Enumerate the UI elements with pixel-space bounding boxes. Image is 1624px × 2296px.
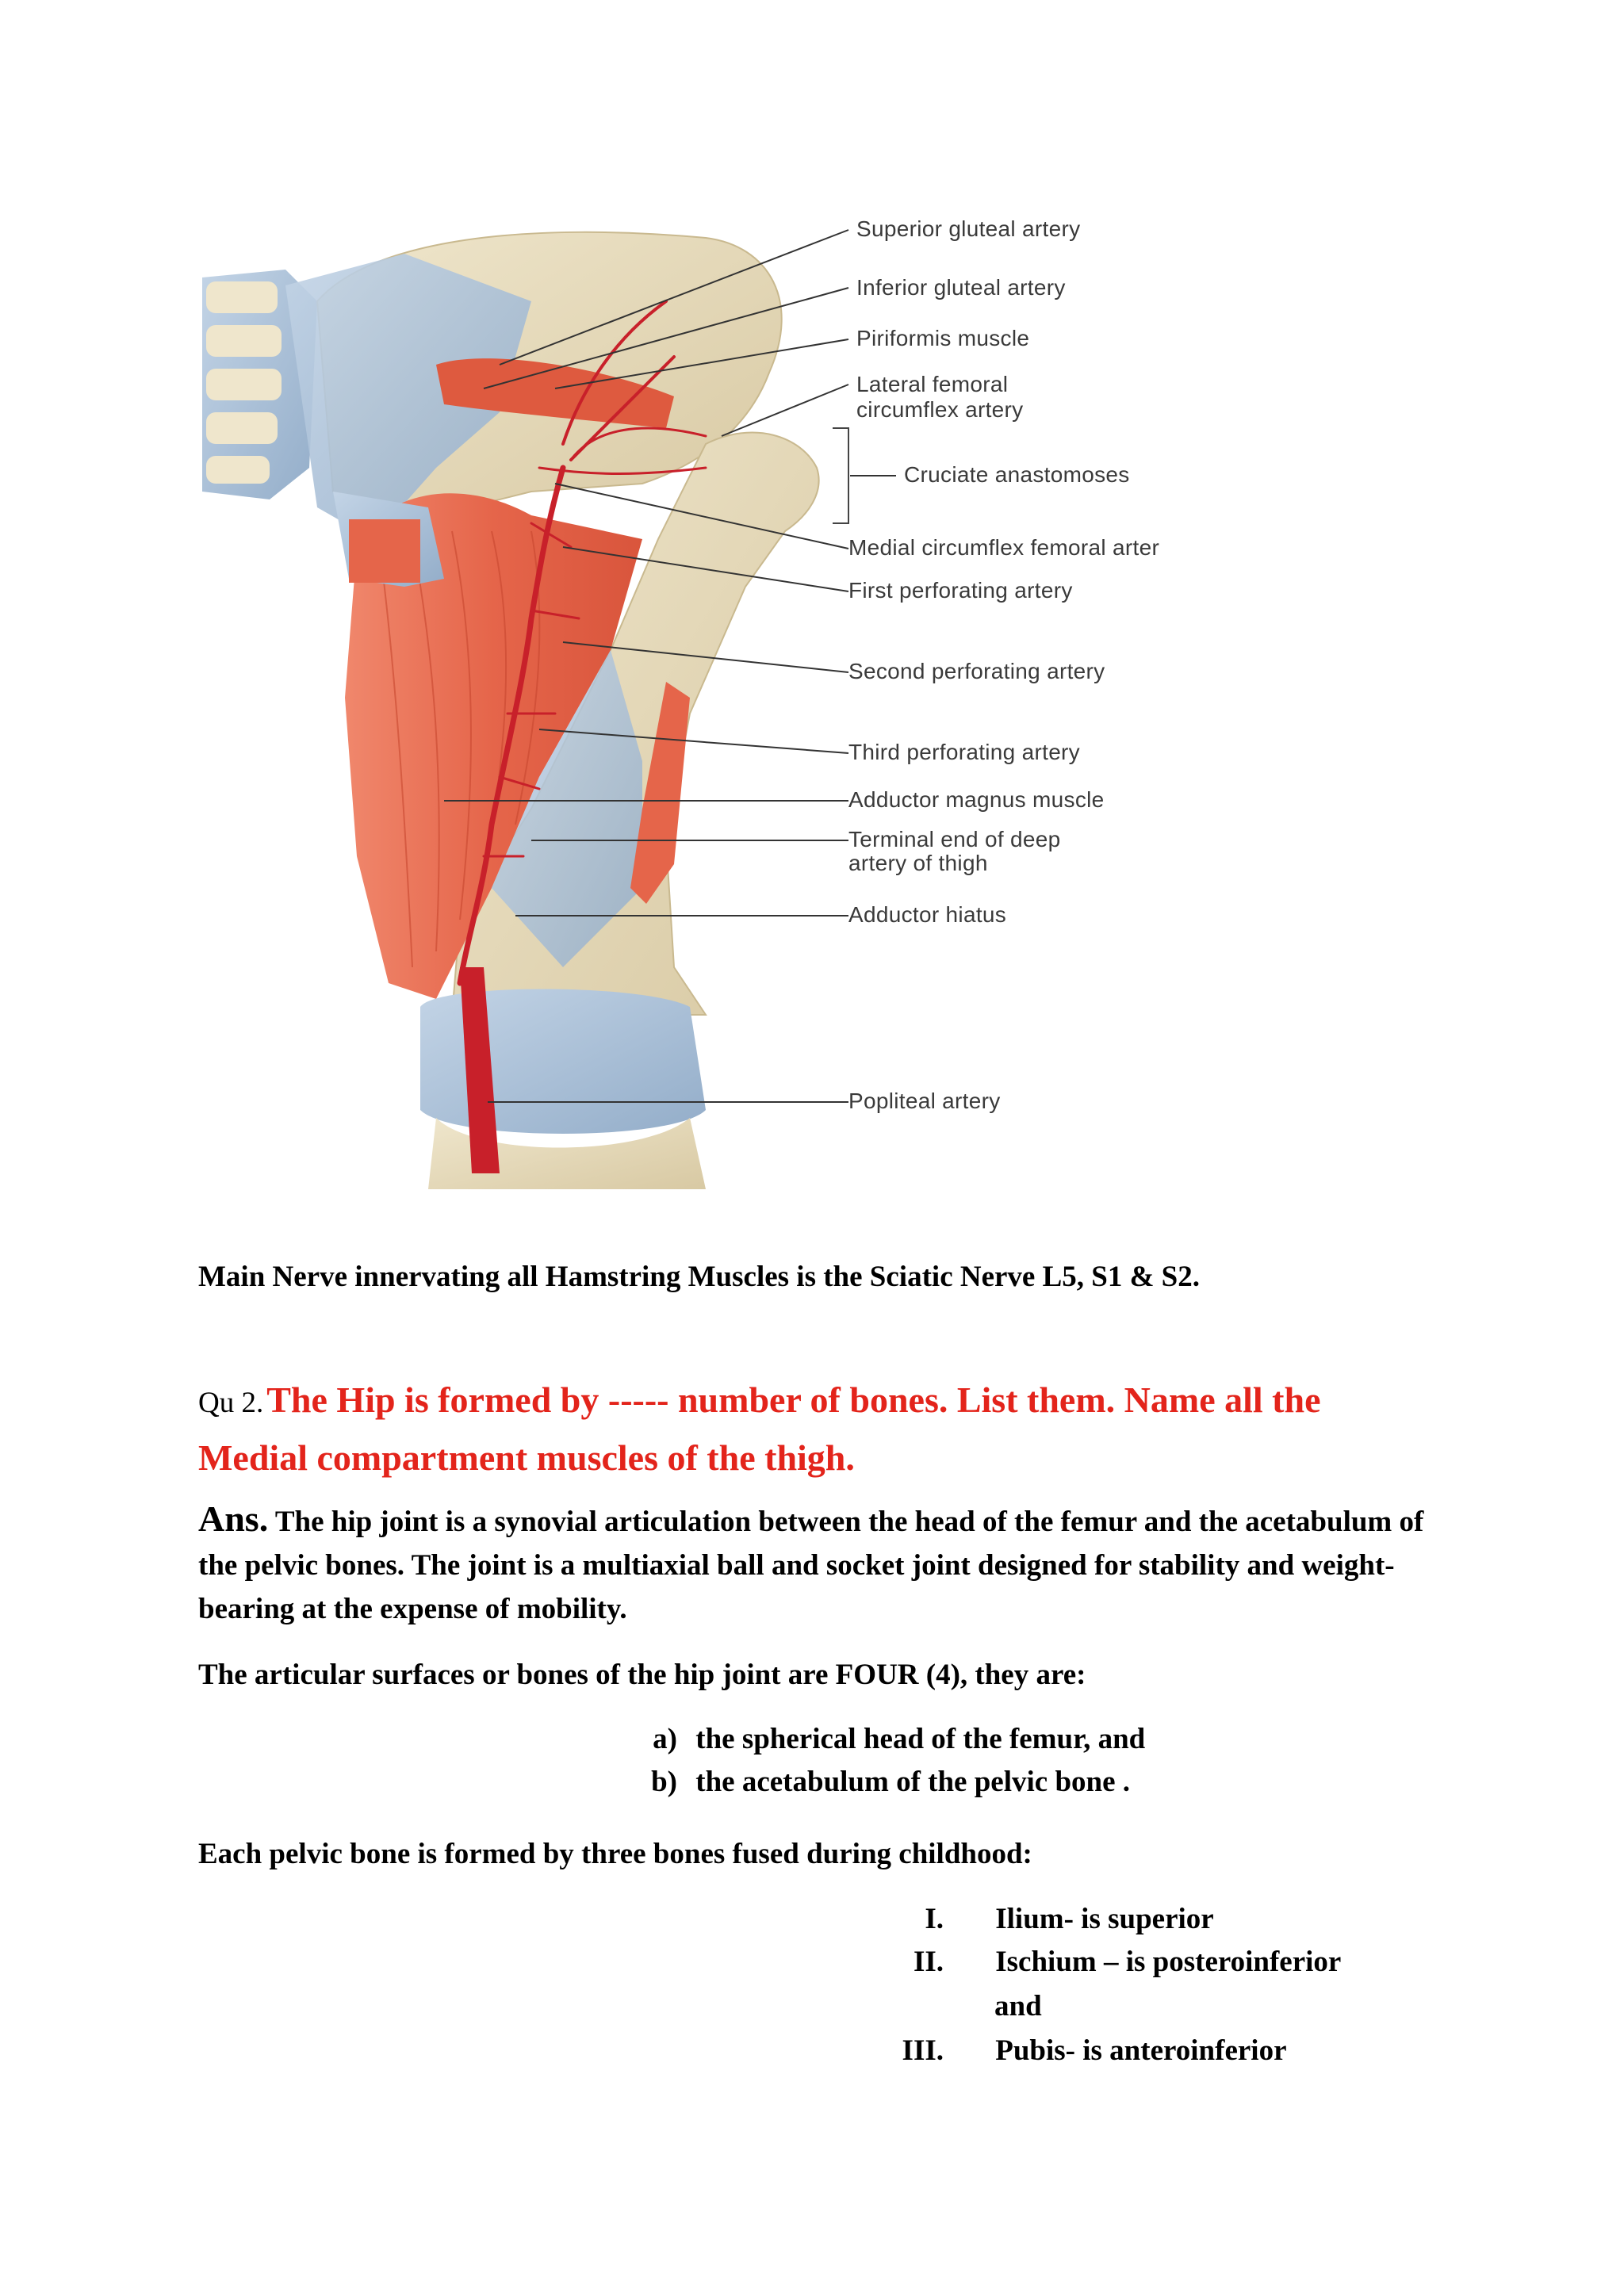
quadratus-femoris [349, 519, 420, 583]
thigh-anatomy-illustration [198, 206, 1388, 1197]
label-medial-circumflex: Medial circumflex femoral arter [848, 535, 1160, 560]
roman-text-3: Pubis- is anteroinferior [995, 2034, 1287, 2067]
label-third-perforating: Third perforating artery [848, 740, 1080, 764]
list-item-a [645, 1717, 1145, 1761]
answer-text: The hip joint is a synovial articulation between the head of the femur and the acetabulum of the pelvic bones. The joint is a multiaxial ball and socket joint designed for stability and weight-bearing at the expense of mobility. [198, 1506, 1424, 1625]
answer-paragraph [198, 1497, 1435, 1631]
roman-item-2 [872, 1940, 1341, 1984]
thigh-arteries-figure [198, 206, 1388, 1197]
label-terminal-end-line1: Terminal end of deep [848, 827, 1061, 851]
label-terminal-end-line2: artery of thigh [848, 851, 988, 875]
articular-surfaces-line: The articular surfaces or bones of the hip joint are FOUR (4), they are: [198, 1659, 1086, 1691]
label-adductor-hiatus: Adductor hiatus [848, 902, 1007, 927]
label-inferior-gluteal-artery: Inferior gluteal artery [856, 275, 1066, 300]
list-text-b: the acetabulum of the pelvic bone . [695, 1766, 1131, 1798]
label-cruciate-anastomoses: Cruciate anastomoses [904, 462, 1130, 487]
label-adductor-magnus: Adductor magnus muscle [848, 787, 1105, 812]
roman-marker-3: III. [902, 2034, 944, 2067]
list-marker-b: b) [651, 1766, 677, 1798]
roman-item-2-continuation: and [994, 1990, 1042, 2022]
question-number: Qu 2. [198, 1387, 264, 1419]
label-superior-gluteal-artery: Superior gluteal artery [856, 216, 1081, 241]
roman-text-2: Ischium – is posteroinferior [995, 1946, 1342, 1978]
roman-text-1: Ilium- is superior [995, 1903, 1214, 1935]
roman-marker-2: II. [913, 1946, 944, 1978]
list-marker-a: a) [653, 1723, 677, 1755]
roman-item-3 [872, 2029, 1287, 2072]
label-first-perforating: First perforating artery [848, 578, 1073, 603]
question-text: The Hip is formed by ----- number of bones. List them. Name all the Medial compartment muscles of the thigh. [198, 1380, 1321, 1478]
roman-item-1 [872, 1897, 1214, 1941]
list-item-b [645, 1760, 1130, 1804]
label-popliteal-artery: Popliteal artery [848, 1089, 1001, 1113]
list-text-a: the spherical head of the femur, and [695, 1723, 1146, 1755]
label-piriformis-muscle: Piriformis muscle [856, 326, 1030, 350]
label-lateral-femoral-line2: circumflex artery [856, 397, 1024, 422]
roman-marker-1: I. [925, 1903, 944, 1935]
answer-label: Ans. [198, 1498, 269, 1539]
label-lateral-femoral-line1: Lateral femoral [856, 372, 1009, 396]
cruciate-bracket [833, 428, 848, 523]
label-second-perforating: Second perforating artery [848, 659, 1105, 683]
nerve-statement: Main Nerve innervating all Hamstring Muscles is the Sciatic Nerve L5, S1 & S2. [198, 1261, 1201, 1293]
pelvic-bone-line: Each pelvic bone is formed by three bones fused during childhood: [198, 1838, 1032, 1870]
question-2 [198, 1376, 1435, 1491]
